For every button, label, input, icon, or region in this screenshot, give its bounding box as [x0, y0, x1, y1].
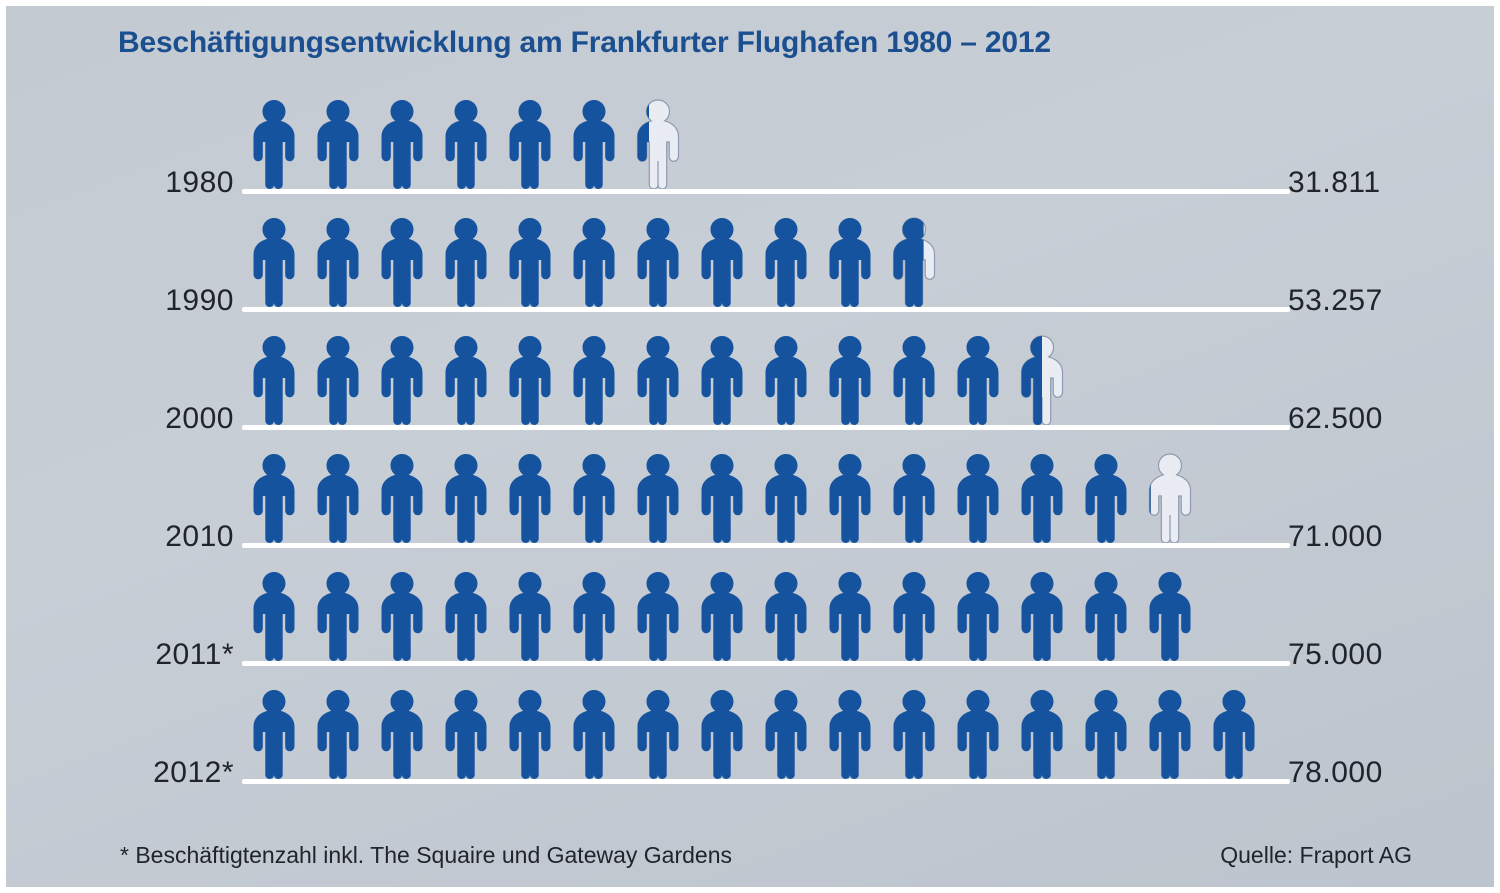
person-icon-partial [1010, 334, 1074, 426]
person-icon [946, 452, 1010, 544]
person-icon [498, 98, 562, 190]
chart-title: Beschäftigungsentwicklung am Frankfurter Flughafen 1980 – 2012 [118, 26, 1051, 59]
person-icon [754, 570, 818, 662]
row-year-label: 2010 [165, 520, 234, 553]
person-icon [562, 334, 626, 426]
person-icon [242, 334, 306, 426]
person-icon [690, 216, 754, 308]
row-value-label: 31.811 [1288, 166, 1381, 199]
person-icon [882, 570, 946, 662]
row-value-label: 62.500 [1288, 402, 1383, 435]
pictogram-rows [6, 94, 1500, 802]
person-icon [370, 688, 434, 780]
row-value-label: 71.000 [1288, 520, 1383, 553]
person-icon-partial [626, 98, 690, 190]
person-icon [242, 98, 306, 190]
person-icon [306, 570, 370, 662]
row-icon-group [242, 448, 1202, 544]
person-icon [690, 688, 754, 780]
row-baseline [242, 543, 1290, 548]
person-icon [1074, 688, 1138, 780]
person-icon [498, 216, 562, 308]
person-icon [626, 334, 690, 426]
row-value-label: 78.000 [1288, 756, 1383, 789]
person-icon [306, 216, 370, 308]
row-year-label: 1980 [165, 166, 234, 199]
footnote: * Beschäftigtenzahl inkl. The Squaire und Gateway Gardens [120, 842, 732, 868]
person-icon [242, 216, 306, 308]
row-baseline [242, 189, 1290, 194]
person-icon [1010, 688, 1074, 780]
person-icon [498, 334, 562, 426]
row-year-label: 2011* [155, 638, 234, 671]
row-baseline [242, 779, 1290, 784]
row-icon-group [242, 212, 946, 308]
person-icon [818, 216, 882, 308]
person-icon [1138, 688, 1202, 780]
person-icon [306, 452, 370, 544]
person-icon [626, 570, 690, 662]
person-icon [434, 452, 498, 544]
person-icon [562, 570, 626, 662]
person-icon [434, 98, 498, 190]
person-icon [626, 216, 690, 308]
person-icon [434, 688, 498, 780]
person-icon [562, 98, 626, 190]
person-icon [946, 334, 1010, 426]
person-icon [946, 570, 1010, 662]
person-icon [946, 688, 1010, 780]
pictogram-row [6, 448, 1500, 566]
row-year-label: 1990 [165, 284, 234, 317]
person-icon [562, 216, 626, 308]
person-icon [370, 98, 434, 190]
row-baseline [242, 307, 1290, 312]
row-year-label: 2000 [165, 402, 234, 435]
person-icon [242, 688, 306, 780]
person-icon [1202, 688, 1266, 780]
person-icon [882, 334, 946, 426]
person-icon [1074, 570, 1138, 662]
person-icon [498, 570, 562, 662]
person-icon [370, 216, 434, 308]
person-icon [242, 452, 306, 544]
person-icon [754, 334, 818, 426]
person-icon [690, 570, 754, 662]
person-icon [690, 334, 754, 426]
row-year-label: 2012* [153, 756, 234, 789]
pictogram-row [6, 684, 1500, 802]
person-icon [498, 452, 562, 544]
person-icon [306, 688, 370, 780]
row-value-label: 53.257 [1288, 284, 1383, 317]
person-icon [434, 216, 498, 308]
person-icon [882, 452, 946, 544]
person-icon [306, 334, 370, 426]
person-icon [626, 688, 690, 780]
pictogram-row [6, 212, 1500, 330]
person-icon [818, 452, 882, 544]
person-icon-partial [1138, 452, 1202, 544]
person-icon [562, 452, 626, 544]
row-icon-group [242, 94, 690, 190]
person-icon [754, 452, 818, 544]
person-icon [370, 334, 434, 426]
person-icon [434, 570, 498, 662]
row-icon-group [242, 684, 1266, 780]
person-icon [370, 570, 434, 662]
person-icon [242, 570, 306, 662]
row-icon-group [242, 330, 1074, 426]
person-icon [690, 452, 754, 544]
person-icon [306, 98, 370, 190]
person-icon-partial [882, 216, 946, 308]
person-icon [498, 688, 562, 780]
person-icon [562, 688, 626, 780]
pictogram-row [6, 94, 1500, 212]
person-icon [370, 452, 434, 544]
row-value-label: 75.000 [1288, 638, 1383, 671]
person-icon [818, 688, 882, 780]
source-label: Quelle: Fraport AG [1220, 842, 1412, 868]
pictogram-row [6, 566, 1500, 684]
person-icon [434, 334, 498, 426]
person-icon [754, 688, 818, 780]
row-baseline [242, 661, 1290, 666]
pictogram-row [6, 330, 1500, 448]
row-baseline [242, 425, 1290, 430]
person-icon [1074, 452, 1138, 544]
person-icon [754, 216, 818, 308]
person-icon [1010, 452, 1074, 544]
person-icon [1138, 570, 1202, 662]
person-icon [818, 334, 882, 426]
person-icon [882, 688, 946, 780]
person-icon [626, 452, 690, 544]
person-icon [818, 570, 882, 662]
person-icon [1010, 570, 1074, 662]
row-icon-group [242, 566, 1202, 662]
